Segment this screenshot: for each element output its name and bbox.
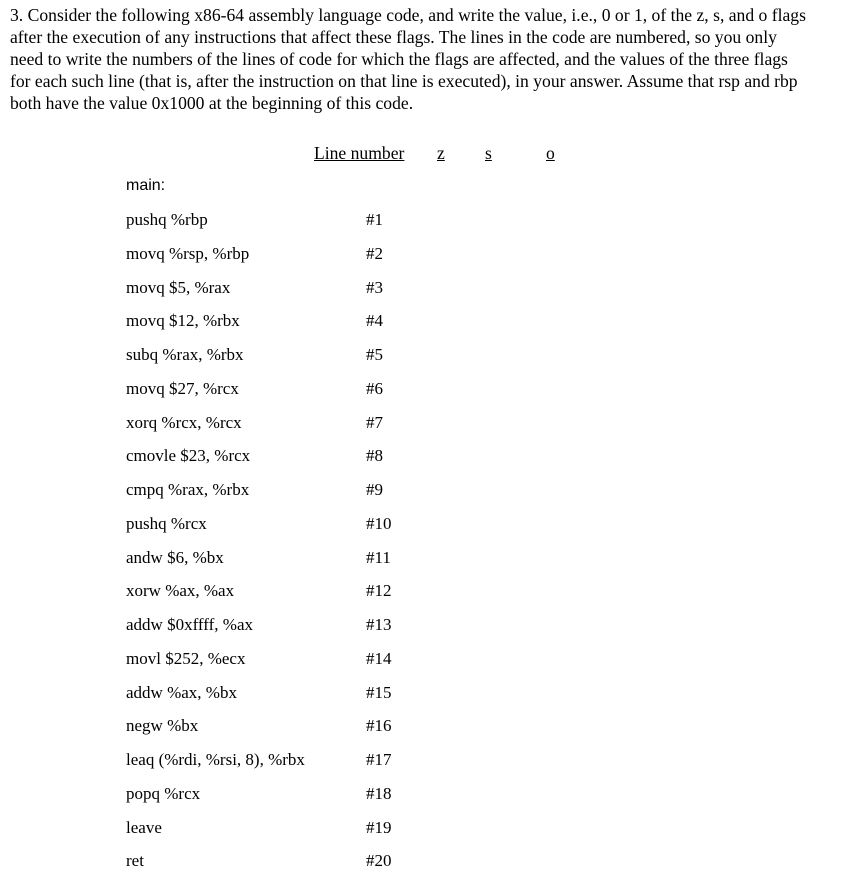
instruction-text: xorq %rcx, %rcx <box>126 412 242 432</box>
instruction-text: movq $5, %rax <box>126 277 231 297</box>
line-number: #13 <box>366 615 392 634</box>
instruction-text: addw %ax, %bx <box>126 682 237 702</box>
instruction-text: subq %rax, %rbx <box>126 345 244 364</box>
code-line <box>0 413 856 437</box>
code-line <box>0 581 856 605</box>
code-line <box>0 480 856 504</box>
instruction-text: addw $0xffff, %ax <box>126 615 254 634</box>
instruction-text: cmovle $23, %rcx <box>126 446 251 466</box>
code-line <box>0 851 856 875</box>
line-number: #1 <box>366 210 383 229</box>
instruction-text: movq $12, %rbx <box>126 311 240 331</box>
code-line <box>0 379 856 403</box>
code-line <box>0 244 856 268</box>
line-number: #19 <box>366 817 392 837</box>
line-number: #16 <box>366 716 392 736</box>
instruction-text: andw $6, %bx <box>126 547 224 567</box>
code-line <box>0 311 856 335</box>
line-number: #2 <box>366 243 383 263</box>
line-number: #18 <box>366 783 392 803</box>
instruction-text: xorw %ax, %ax <box>126 581 235 601</box>
code-line <box>0 750 856 774</box>
instruction-text: movq $27, %rcx <box>126 378 239 398</box>
instruction-text: pushq %rbp <box>126 210 208 229</box>
instruction-text: pushq %rcx <box>126 513 207 533</box>
question-body: Consider the following x86-64 assembly language code, and write the value, i.e., 0 or 1, of the z, s, and o flags after the execution of any instructions that affect these flags. The lines in the code are numbered, so you only need to write the numbers of the lines of code for which the flags are affected, and the values of the three flags for each such line (that is, after the instruction on that line is executed), in your answer. Assume that rsp and rbp both have the value 0x1000 at the beginning of this code. <box>10 5 806 113</box>
code-line <box>0 683 856 707</box>
line-number: #3 <box>366 277 383 297</box>
line-number: #4 <box>366 311 383 331</box>
instruction-text: leaq (%rdi, %rsi, 8), %rbx <box>126 750 305 769</box>
code-line <box>0 514 856 538</box>
question-number: 3. <box>10 5 24 25</box>
line-number: #5 <box>366 345 383 364</box>
line-number: #17 <box>366 750 392 769</box>
instruction-text: cmpq %rax, %rbx <box>126 480 250 499</box>
line-number: #12 <box>366 581 392 601</box>
code-line <box>0 278 856 302</box>
line-number: #8 <box>366 446 383 466</box>
line-number: #14 <box>366 648 392 668</box>
line-number: #9 <box>366 480 383 499</box>
code-line <box>0 818 856 842</box>
line-number: #10 <box>366 513 392 533</box>
line-number: #15 <box>366 682 392 702</box>
instruction-text: ret <box>126 851 144 871</box>
code-line <box>0 649 856 673</box>
line-number: #6 <box>366 378 383 398</box>
instruction-text: leave <box>126 817 162 837</box>
question-text <box>10 4 810 114</box>
code-line <box>0 615 856 639</box>
code-line <box>0 210 856 234</box>
code-label-main: main: <box>126 177 166 194</box>
instruction-text: movl $252, %ecx <box>126 648 246 668</box>
code-line <box>0 345 856 369</box>
header-s-flag: s <box>485 143 492 163</box>
header-z-flag: z <box>437 143 445 163</box>
code-line <box>0 716 856 740</box>
line-number: #7 <box>366 412 383 432</box>
code-line <box>0 784 856 808</box>
header-o-flag: o <box>546 143 555 163</box>
line-number: #20 <box>366 851 392 871</box>
header-line-number: Line number <box>314 143 405 163</box>
code-line <box>0 548 856 572</box>
instruction-text: movq %rsp, %rbp <box>126 243 250 263</box>
instruction-text: popq %rcx <box>126 783 201 803</box>
line-number: #11 <box>366 547 391 567</box>
code-line <box>0 446 856 470</box>
instruction-text: negw %bx <box>126 716 199 736</box>
